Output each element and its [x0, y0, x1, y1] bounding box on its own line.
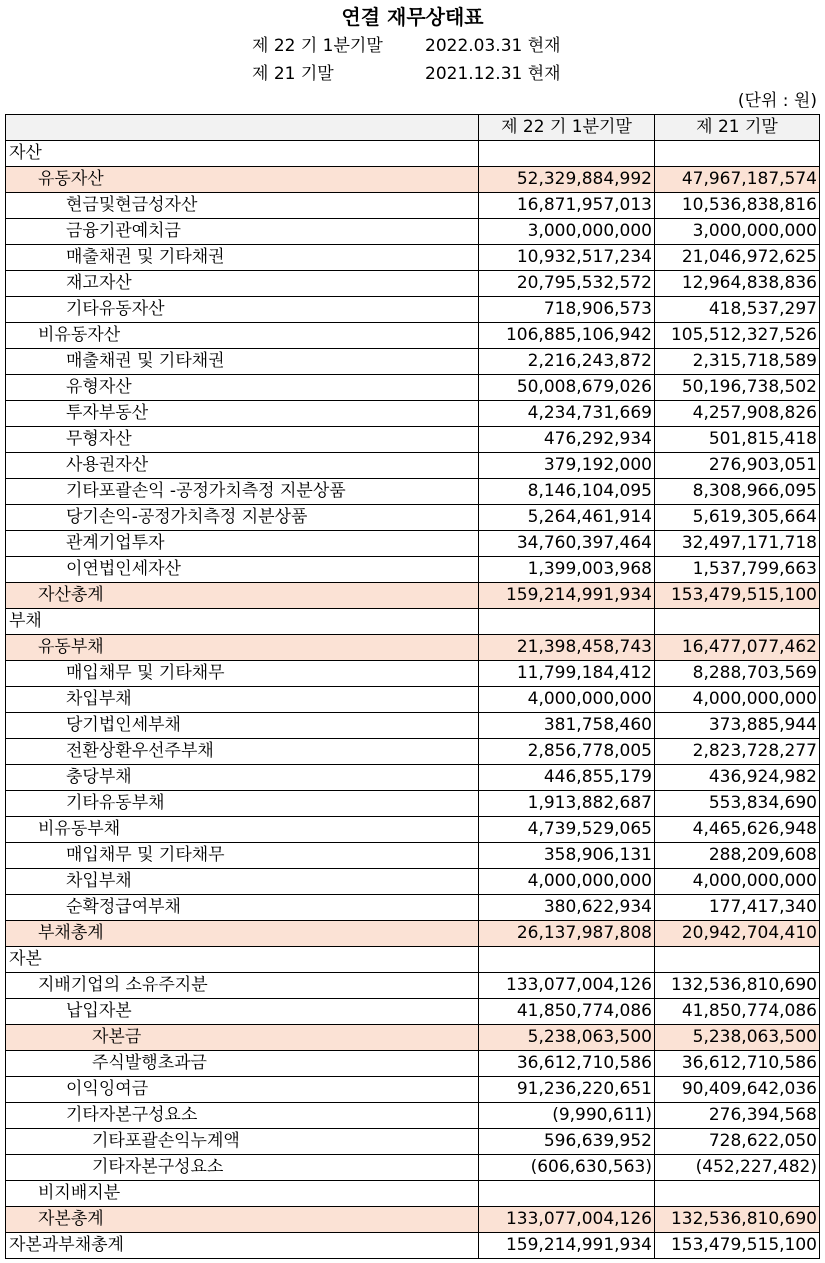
- prior-period-value: 132,536,810,690: [655, 973, 820, 999]
- table-row: [6, 167, 820, 193]
- current-period-value: 34,760,397,464: [479, 531, 655, 557]
- prior-period-value: 288,209,608: [655, 843, 820, 869]
- table-row: [6, 739, 820, 765]
- prior-period-date: 2021.12.31 현재: [425, 64, 561, 84]
- current-period-value: 4,739,529,065: [479, 817, 655, 843]
- current-period-value: 8,146,104,095: [479, 479, 655, 505]
- prior-period-value: 177,417,340: [655, 895, 820, 921]
- statement-title: 연결 재무상태표: [341, 5, 484, 29]
- current-period-value: 2,856,778,005: [479, 739, 655, 765]
- prior-period-value: 276,394,568: [655, 1103, 820, 1129]
- account-label: 이연법인세자산: [6, 557, 479, 583]
- account-label: 자산총계: [6, 583, 479, 609]
- account-label: 부채총계: [6, 921, 479, 947]
- table-row: [6, 817, 820, 843]
- prior-period-value: 47,967,187,574: [655, 167, 820, 193]
- current-period-value: 596,639,952: [479, 1129, 655, 1155]
- table-row: [6, 713, 820, 739]
- prior-period-value: 21,046,972,625: [655, 245, 820, 271]
- prior-period-value: 36,612,710,586: [655, 1051, 820, 1077]
- current-period-value: 2,216,243,872: [479, 349, 655, 375]
- account-label: 매출채권 및 기타채권: [6, 349, 479, 375]
- table-row: [6, 921, 820, 947]
- account-label: 현금및현금성자산: [6, 193, 479, 219]
- account-label: 사용권자산: [6, 453, 479, 479]
- current-period-value: 4,234,731,669: [479, 401, 655, 427]
- prior-period-value: 728,622,050: [655, 1129, 820, 1155]
- prior-period-value: (452,227,482): [655, 1155, 820, 1181]
- table-row: [6, 1181, 820, 1207]
- current-period-value: 36,612,710,586: [479, 1051, 655, 1077]
- table-row: [6, 375, 820, 401]
- account-label: 매출채권 및 기타채권: [6, 245, 479, 271]
- prior-period-value: 3,000,000,000: [655, 219, 820, 245]
- current-period-value: (606,630,563): [479, 1155, 655, 1181]
- table-row: [6, 219, 820, 245]
- current-period-value: [479, 141, 655, 167]
- column-header-prior: 제 21 기말: [655, 115, 820, 141]
- account-label: 이익잉여금: [6, 1077, 479, 1103]
- account-label: 재고자산: [6, 271, 479, 297]
- table-row: [6, 1129, 820, 1155]
- current-period-value: 379,192,000: [479, 453, 655, 479]
- prior-period-value: 501,815,418: [655, 427, 820, 453]
- prior-period-value: 132,536,810,690: [655, 1207, 820, 1233]
- table-row: [6, 843, 820, 869]
- prior-period-value: 418,537,297: [655, 297, 820, 323]
- prior-period-value: [655, 1181, 820, 1207]
- prior-period-value: [655, 141, 820, 167]
- table-row: [6, 1077, 820, 1103]
- account-label: 부채: [6, 609, 479, 635]
- account-label: 자본금: [6, 1025, 479, 1051]
- current-period-value: 4,000,000,000: [479, 687, 655, 713]
- account-label: 자본: [6, 947, 479, 973]
- current-period-value: 20,795,532,572: [479, 271, 655, 297]
- table-row: [6, 1233, 820, 1259]
- account-label: 순확정급여부채: [6, 895, 479, 921]
- account-label: 투자부동산: [6, 401, 479, 427]
- prior-period-value: 8,308,966,095: [655, 479, 820, 505]
- table-row: [6, 869, 820, 895]
- table-row: [6, 557, 820, 583]
- current-period-value: 106,885,106,942: [479, 323, 655, 349]
- prior-period-value: 1,537,799,663: [655, 557, 820, 583]
- prior-period-value: 2,823,728,277: [655, 739, 820, 765]
- table-row: [6, 349, 820, 375]
- account-label: 당기손익-공정가치측정 지분상품: [6, 505, 479, 531]
- current-period-date: 2022.03.31 현재: [425, 36, 561, 56]
- column-header-account: [6, 115, 479, 141]
- prior-period-value: 16,477,077,462: [655, 635, 820, 661]
- table-row: [6, 531, 820, 557]
- current-period-value: 52,329,884,992: [479, 167, 655, 193]
- account-label: 비유동부채: [6, 817, 479, 843]
- prior-period-value: 10,536,838,816: [655, 193, 820, 219]
- table-row: [6, 505, 820, 531]
- prior-period-value: 8,288,703,569: [655, 661, 820, 687]
- table-row: [6, 973, 820, 999]
- account-label: 유동부채: [6, 635, 479, 661]
- account-label: 차입부채: [6, 687, 479, 713]
- current-period-value: 133,077,004,126: [479, 973, 655, 999]
- prior-period-value: 105,512,327,526: [655, 323, 820, 349]
- prior-period-value: 276,903,051: [655, 453, 820, 479]
- table-row: [6, 193, 820, 219]
- current-period-value: 50,008,679,026: [479, 375, 655, 401]
- account-label: 기타유동부채: [6, 791, 479, 817]
- current-period-value: 26,137,987,808: [479, 921, 655, 947]
- current-period-value: 3,000,000,000: [479, 219, 655, 245]
- table-row: [6, 323, 820, 349]
- current-period-label: 제 22 기 1분기말: [252, 36, 383, 56]
- prior-period-value: 4,000,000,000: [655, 687, 820, 713]
- current-period-value: 446,855,179: [479, 765, 655, 791]
- prior-period-value: 90,409,642,036: [655, 1077, 820, 1103]
- table-row: [6, 999, 820, 1025]
- table-header-row: [6, 115, 820, 141]
- column-header-current: 제 22 기 1분기말: [479, 115, 655, 141]
- prior-period-value: 4,465,626,948: [655, 817, 820, 843]
- table-row: [6, 427, 820, 453]
- prior-period-value: [655, 609, 820, 635]
- account-label: 비유동자산: [6, 323, 479, 349]
- table-row: [6, 635, 820, 661]
- table-row: [6, 765, 820, 791]
- current-period-value: (9,990,611): [479, 1103, 655, 1129]
- prior-period-value: 153,479,515,100: [655, 583, 820, 609]
- table-row: [6, 245, 820, 271]
- table-row: [6, 791, 820, 817]
- account-label: 차입부채: [6, 869, 479, 895]
- table-row: [6, 453, 820, 479]
- current-period-value: 21,398,458,743: [479, 635, 655, 661]
- table-row: [6, 401, 820, 427]
- table-row: [6, 895, 820, 921]
- prior-period-value: 4,000,000,000: [655, 869, 820, 895]
- table-row: [6, 1155, 820, 1181]
- account-label: 유동자산: [6, 167, 479, 193]
- table-row: [6, 947, 820, 973]
- table-row: [6, 271, 820, 297]
- prior-period-value: 50,196,738,502: [655, 375, 820, 401]
- current-period-value: [479, 609, 655, 635]
- current-period-value: 476,292,934: [479, 427, 655, 453]
- table-row: [6, 1103, 820, 1129]
- prior-period-value: 373,885,944: [655, 713, 820, 739]
- current-period-value: 159,214,991,934: [479, 1233, 655, 1259]
- balance-sheet-table: [5, 114, 820, 1259]
- account-label: 유형자산: [6, 375, 479, 401]
- prior-period-value: 12,964,838,836: [655, 271, 820, 297]
- account-label: 기타포괄손익누계액: [6, 1129, 479, 1155]
- current-period-value: 11,799,184,412: [479, 661, 655, 687]
- prior-period-label: 제 21 기말: [252, 64, 334, 84]
- account-label: 매입채무 및 기타채무: [6, 843, 479, 869]
- prior-period-value: 5,619,305,664: [655, 505, 820, 531]
- current-period-value: 1,913,882,687: [479, 791, 655, 817]
- account-label: 납입자본: [6, 999, 479, 1025]
- account-label: 주식발행초과금: [6, 1051, 479, 1077]
- table-row: [6, 479, 820, 505]
- current-period-value: 358,906,131: [479, 843, 655, 869]
- unit-label: (단위 : 원): [737, 91, 817, 111]
- current-period-value: 718,906,573: [479, 297, 655, 323]
- account-label: 전환상환우선주부채: [6, 739, 479, 765]
- table-row: [6, 1025, 820, 1051]
- current-period-value: [479, 1181, 655, 1207]
- prior-period-value: 4,257,908,826: [655, 401, 820, 427]
- table-row: [6, 297, 820, 323]
- account-label: 기타유동자산: [6, 297, 479, 323]
- account-label: 매입채무 및 기타채무: [6, 661, 479, 687]
- table-row: [6, 661, 820, 687]
- account-label: 자산: [6, 141, 479, 167]
- prior-period-value: 153,479,515,100: [655, 1233, 820, 1259]
- current-period-value: 381,758,460: [479, 713, 655, 739]
- current-period-value: [479, 947, 655, 973]
- current-period-value: 159,214,991,934: [479, 583, 655, 609]
- prior-period-value: 32,497,171,718: [655, 531, 820, 557]
- account-label: 기타포괄손익 -공정가치측정 지분상품: [6, 479, 479, 505]
- table-row: [6, 1207, 820, 1233]
- current-period-value: 380,622,934: [479, 895, 655, 921]
- prior-period-value: 2,315,718,589: [655, 349, 820, 375]
- account-label: 충당부채: [6, 765, 479, 791]
- current-period-value: 41,850,774,086: [479, 999, 655, 1025]
- prior-period-value: 5,238,063,500: [655, 1025, 820, 1051]
- prior-period-value: [655, 947, 820, 973]
- current-period-value: 133,077,004,126: [479, 1207, 655, 1233]
- current-period-value: 16,871,957,013: [479, 193, 655, 219]
- current-period-value: 1,399,003,968: [479, 557, 655, 583]
- table-row: [6, 583, 820, 609]
- account-label: 비지배지분: [6, 1181, 479, 1207]
- prior-period-value: 20,942,704,410: [655, 921, 820, 947]
- current-period-value: 5,264,461,914: [479, 505, 655, 531]
- account-label: 관계기업투자: [6, 531, 479, 557]
- account-label: 지배기업의 소유주지분: [6, 973, 479, 999]
- table-row: [6, 141, 820, 167]
- account-label: 자본총계: [6, 1207, 479, 1233]
- account-label: 금융기관예치금: [6, 219, 479, 245]
- table-row: [6, 687, 820, 713]
- prior-period-value: 553,834,690: [655, 791, 820, 817]
- current-period-value: 10,932,517,234: [479, 245, 655, 271]
- current-period-value: 91,236,220,651: [479, 1077, 655, 1103]
- current-period-value: 4,000,000,000: [479, 869, 655, 895]
- account-label: 기타자본구성요소: [6, 1103, 479, 1129]
- prior-period-value: 41,850,774,086: [655, 999, 820, 1025]
- table-row: [6, 609, 820, 635]
- table-row: [6, 1051, 820, 1077]
- current-period-value: 5,238,063,500: [479, 1025, 655, 1051]
- account-label: 당기법인세부채: [6, 713, 479, 739]
- account-label: 무형자산: [6, 427, 479, 453]
- account-label: 기타자본구성요소: [6, 1155, 479, 1181]
- account-label: 자본과부채총계: [6, 1233, 479, 1259]
- prior-period-value: 436,924,982: [655, 765, 820, 791]
